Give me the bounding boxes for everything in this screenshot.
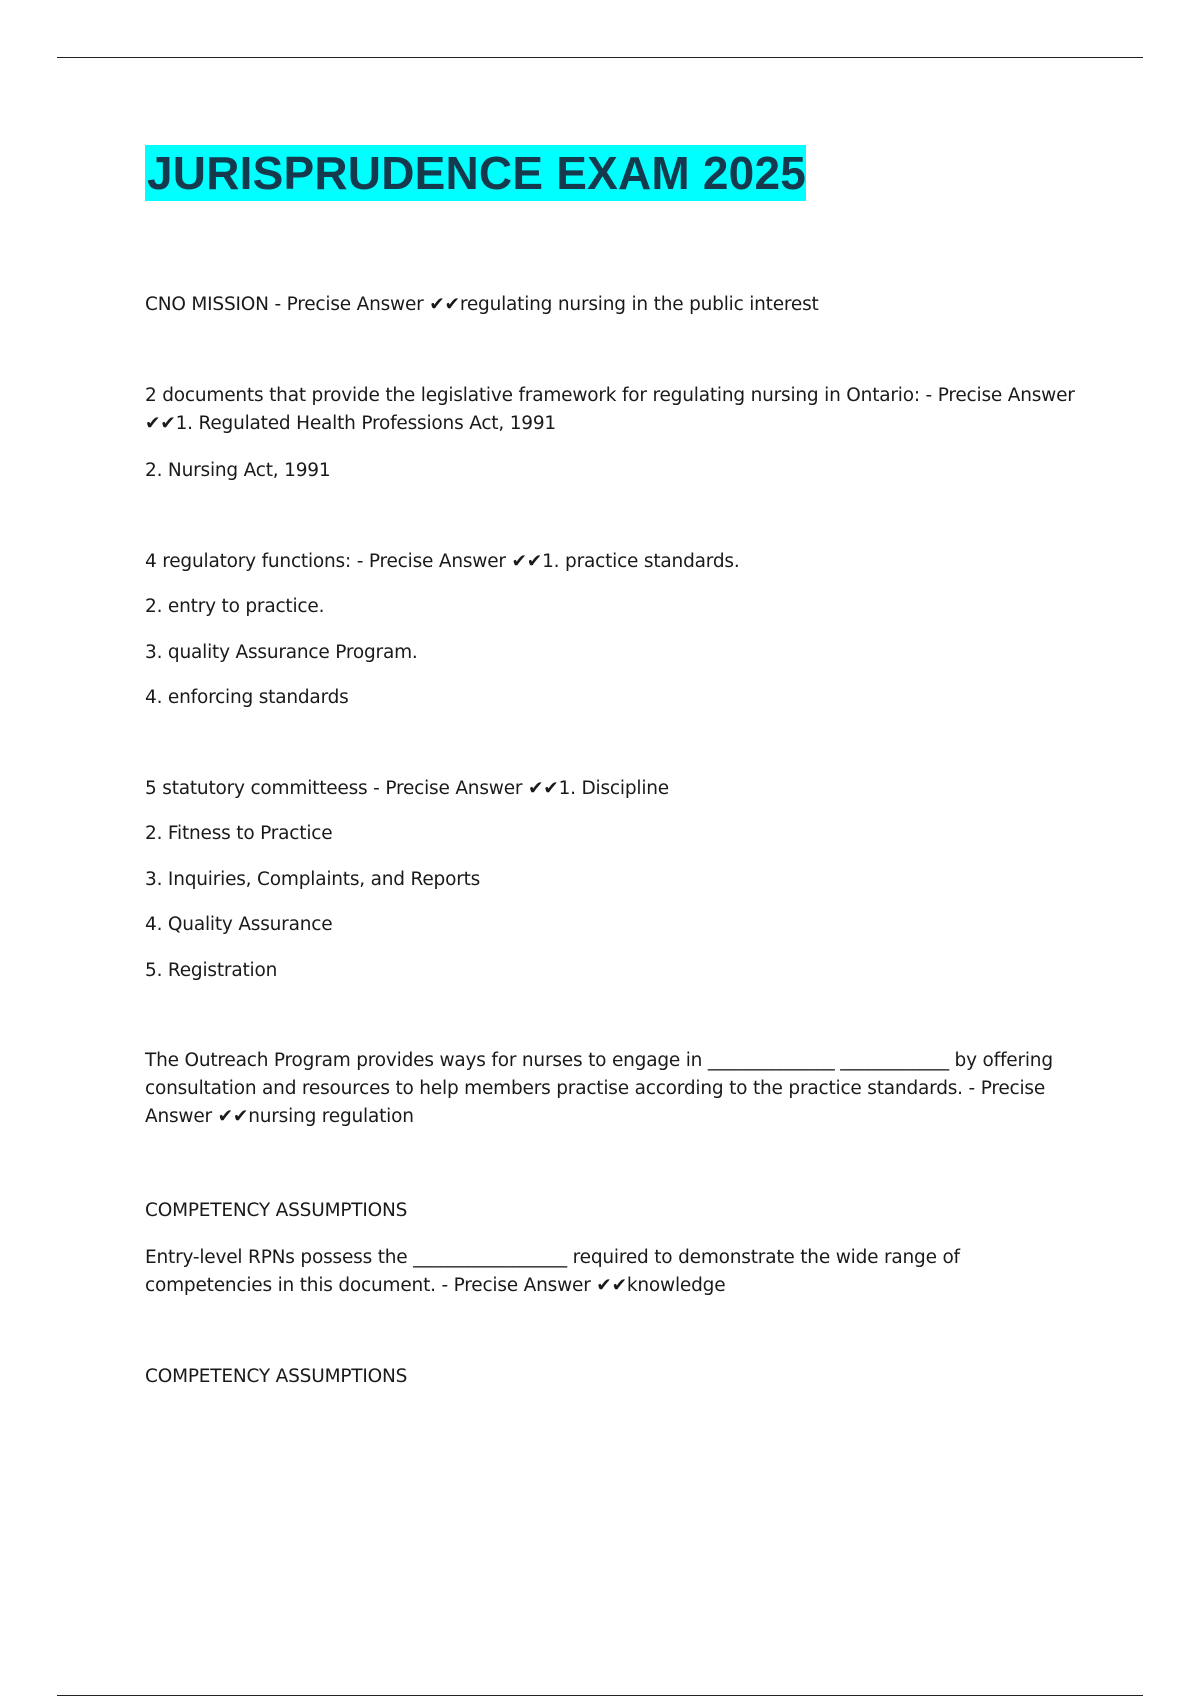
entry-level-rpns-question: Entry-level RPNs possess the _________________ required to demonstrate the wide range of competencies in this document. - Precise Answer ✔✔knowledge xyxy=(145,1247,960,1296)
statutory-committees-item-5: 5. Registration xyxy=(145,960,278,981)
statutory-committees-item-4: 4. Quality Assurance xyxy=(145,914,333,935)
outreach-program-question: The Outreach Program provides ways for nurses to engage in ______________ ____________ by offering consultation and resources to help members practise according to the practice standards. - Precise Answer ✔✔nursing regulation xyxy=(145,1050,1053,1127)
top-rule xyxy=(57,57,1143,58)
regulatory-functions-item-3: 3. quality Assurance Program. xyxy=(145,642,418,663)
regulatory-functions-question: 4 regulatory functions: - Precise Answer ✔✔1. practice standards. xyxy=(145,551,740,572)
statutory-committees-question: 5 statutory committeess - Precise Answer ✔✔1. Discipline xyxy=(145,778,669,799)
competency-assumptions-heading-2: COMPETENCY ASSUMPTIONS xyxy=(145,1366,408,1387)
document-title: JURISPRUDENCE EXAM 2025 xyxy=(147,147,807,199)
regulatory-functions-item-2: 2. entry to practice. xyxy=(145,596,325,617)
bottom-rule xyxy=(57,1695,1143,1696)
legislative-framework-question: 2 documents that provide the legislative framework for regulating nursing in Ontario: - Precise Answer ✔✔1. Regulated Health Professions Act, 1991 xyxy=(145,385,1075,434)
statutory-committees-item-2: 2. Fitness to Practice xyxy=(145,823,333,844)
regulatory-functions-item-4: 4. enforcing standards xyxy=(145,687,349,708)
competency-assumptions-heading-1: COMPETENCY ASSUMPTIONS xyxy=(145,1200,408,1221)
legislative-framework-item-2: 2. Nursing Act, 1991 xyxy=(145,460,331,481)
statutory-committees-item-3: 3. Inquiries, Complaints, and Reports xyxy=(145,869,481,890)
cno-mission-question: CNO MISSION - Precise Answer ✔✔regulating nursing in the public interest xyxy=(145,294,819,315)
